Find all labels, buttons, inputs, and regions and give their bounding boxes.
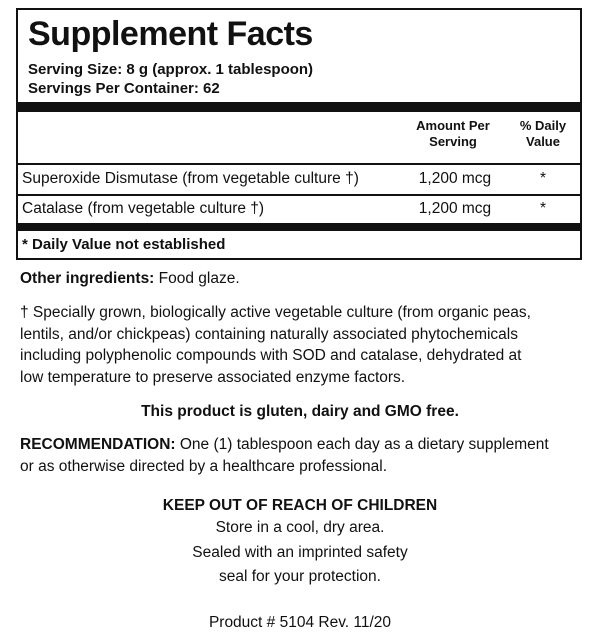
recommendation-label: RECOMMENDATION: — [20, 436, 176, 453]
culture-footnote-line: including polyphenolic compounds with SOD and catalase, dehydrated at — [20, 347, 522, 364]
serving-size: Serving Size: 8 g (approx. 1 tablespoon) — [28, 61, 314, 78]
panel-title: Supplement Facts — [28, 15, 313, 53]
nutrient-name-catalase: Catalase (from vegetable culture †) — [22, 200, 265, 217]
nutrient-amount-catalase: 1,200 mcg — [418, 200, 492, 217]
culture-footnote-line: low temperature to preserve associated enzyme factors. — [20, 368, 406, 386]
nutrient-amount-superoxide-dismutase: 1,200 mcg — [418, 170, 492, 187]
row-divider — [18, 194, 580, 196]
column-header-amount — [408, 118, 498, 150]
seal-note: Sealed with an imprinted safety — [192, 544, 408, 561]
thick-divider-bottom — [18, 223, 580, 231]
nutrient-name-superoxide-dismutase: Superoxide Dismutase (from vegetable culture †) — [22, 170, 359, 187]
other-ingredients-label: Other ingredients: — [20, 270, 155, 287]
keep-out-warning: KEEP OUT OF REACH OF CHILDREN — [162, 497, 438, 514]
product-number: Product # 5104 Rev. 11/20 — [208, 614, 392, 631]
other-ingredients-text: Food glaze. — [154, 270, 240, 287]
daily-value-footnote: * Daily Value not established — [22, 236, 226, 253]
culture-footnote-line: lentils, and/or chickpeas) containing naturally associated phytochemicals — [20, 325, 518, 343]
gluten-free-statement: This product is gluten, dairy and GMO free. — [141, 403, 459, 420]
nutrient-dv-catalase: * — [539, 200, 547, 217]
storage-instruction: Store in a cool, dry area. — [215, 519, 385, 536]
recommendation — [20, 434, 580, 477]
nutrient-dv-superoxide-dismutase: * — [539, 170, 547, 187]
culture-footnote-line: † Specially grown, biologically active vegetable culture (from organic peas, — [20, 304, 531, 321]
recommendation-line1: One (1) tablespoon each day as a dietary supplement — [175, 436, 549, 453]
culture-footnote — [20, 302, 580, 388]
column-header-amount-line2: Serving — [429, 134, 477, 149]
recommendation-line2: or as otherwise directed by a healthcare professional. — [20, 457, 388, 475]
column-header-dv-line1: % Daily — [519, 118, 567, 133]
column-header-daily-value — [512, 118, 574, 150]
servings-per-container: Servings Per Container: 62 — [28, 80, 220, 97]
column-header-dv-line2: Value — [526, 134, 560, 149]
other-ingredients — [20, 268, 580, 290]
column-header-amount-line1: Amount Per — [416, 118, 490, 133]
row-divider — [18, 163, 580, 165]
supplement-facts-panel — [16, 8, 582, 260]
seal-note-continued: seal for your protection. — [219, 568, 381, 585]
thick-divider — [18, 102, 580, 112]
